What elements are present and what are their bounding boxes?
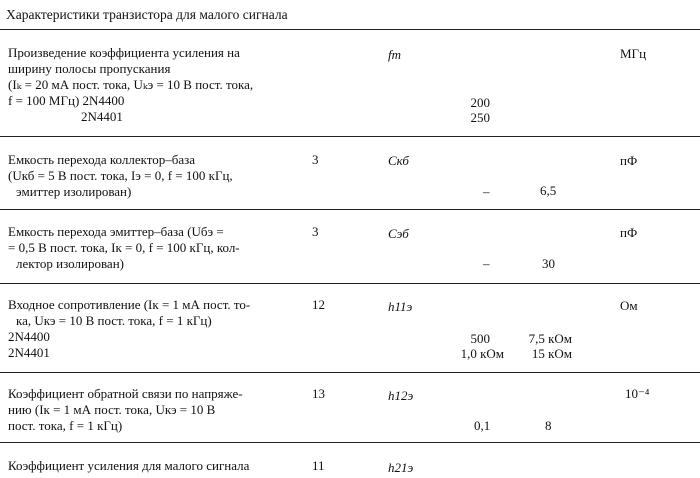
parameter-line: Коэффициент усиления для малого сигнала <box>8 458 250 473</box>
divider <box>0 29 700 30</box>
value-min: 0,1 <box>474 418 491 433</box>
parameter-line: пост. тока, f = 1 кГц) <box>8 418 123 433</box>
value-min: 500 <box>470 331 490 346</box>
unit: пФ <box>620 225 638 240</box>
parameter-line: ширину полосы пропускания <box>8 61 171 76</box>
parameter-line: нию (Iк = 1 мА пост. тока, Uкэ = 10 В <box>8 402 216 417</box>
figure-number: 13 <box>312 386 325 401</box>
figure-number: 11 <box>312 458 325 473</box>
value-min: – <box>483 256 490 271</box>
parameter-line: 2N4401 <box>81 109 123 124</box>
figure-number: 12 <box>312 297 325 312</box>
figure-number: 3 <box>312 152 319 167</box>
parameter-line: Емкость перехода коллектор–база <box>8 152 196 167</box>
value-max: 6,5 <box>540 183 557 198</box>
symbol: h21э <box>388 460 414 475</box>
value-min: – <box>483 184 490 199</box>
table-title: Характеристики транзистора для малого сигнала <box>6 7 288 22</box>
parameter-line: (Iₖ = 20 мА пост. тока, Uₖэ = 10 В пост. тока, <box>8 77 254 92</box>
parameter-line: = 0,5 В пост. тока, Iк = 0, f = 100 кГц, кол- <box>8 240 240 255</box>
parameter-line: Входное сопротивление (Iк = 1 мА пост. то- <box>8 297 251 312</box>
parameter-line: Коэффициент обратной связи по напряже- <box>8 386 243 401</box>
symbol: fт <box>388 47 401 62</box>
value-min: 200 <box>470 95 490 110</box>
value-max: 7,5 кОм <box>528 331 572 346</box>
symbol: Cкб <box>388 153 409 168</box>
divider <box>0 136 700 137</box>
divider <box>0 442 700 443</box>
value-max: 8 <box>545 418 552 433</box>
value-max: 30 <box>542 256 555 271</box>
parameter-line: лектор изолирован) <box>16 256 124 271</box>
unit: пФ <box>620 153 638 168</box>
parameter-line: Емкость перехода эмиттер–база (Uбэ = <box>8 224 224 239</box>
divider <box>0 209 700 210</box>
unit: 10⁻⁴ <box>625 386 650 401</box>
unit: МГц <box>620 46 647 61</box>
parameter-line: 2N4401 <box>8 345 50 360</box>
parameter-line: (Uкб = 5 В пост. тока, Iэ = 0, f = 100 кГц, <box>8 168 233 183</box>
parameter-line: эмиттер изолирован) <box>16 184 132 199</box>
value-min: 250 <box>470 110 490 125</box>
symbol: h12э <box>388 388 414 403</box>
parameter-line: ка, Uкэ = 10 В пост. тока, f = 1 кГц) <box>16 313 212 328</box>
value-max: 15 кОм <box>531 346 572 361</box>
unit: Ом <box>620 298 638 313</box>
symbol: Cэб <box>388 226 409 241</box>
parameter-line: 2N4400 <box>8 329 50 344</box>
divider <box>0 283 700 284</box>
divider <box>0 372 700 373</box>
figure-number: 3 <box>312 224 319 239</box>
parameter-line: Произведение коэффициента усиления на <box>8 45 240 60</box>
parameter-line: f = 100 МГц) 2N4400 <box>8 93 125 108</box>
symbol: h11э <box>388 299 413 314</box>
value-min: 1,0 кОм <box>460 346 504 361</box>
